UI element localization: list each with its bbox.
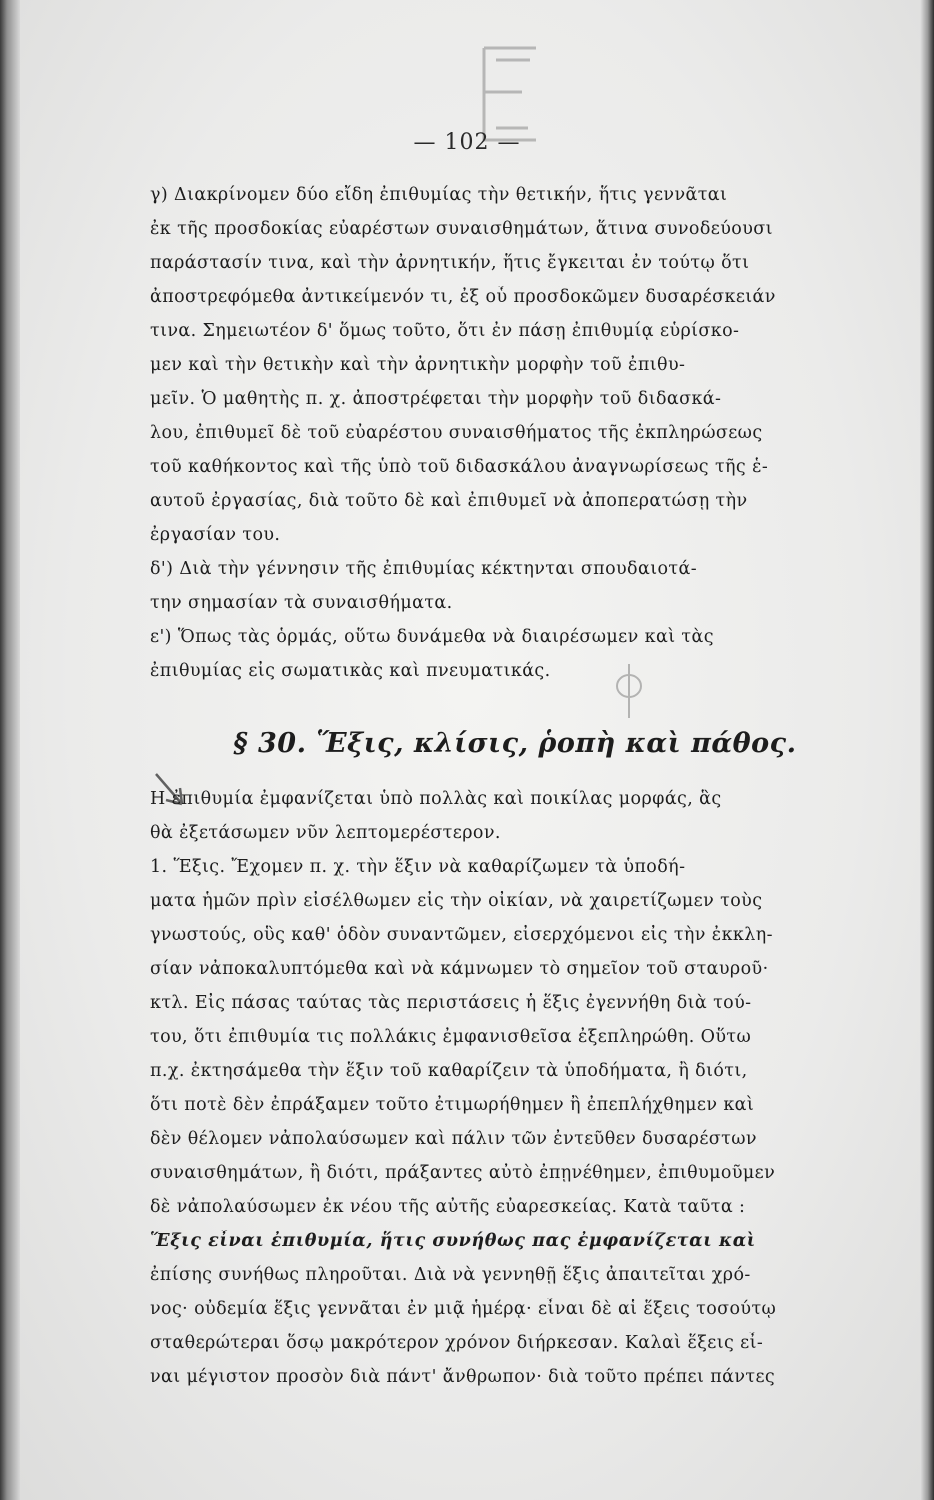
- text-line: ὅτι ποτὲ δὲν ἐπράξαμεν τοῦτο ἐτιμωρήθημεν ἢ ἐπεπλήχθημεν καὶ: [150, 1095, 755, 1115]
- text-line: νος· οὐδεμία ἕξις γεννᾶται ἐν μιᾷ ἡμέρᾳ· εἶναι δὲ αἱ ἕξεις τοσούτῳ: [150, 1299, 777, 1319]
- text-line: τοῦ καθήκοντος καὶ τῆς ὑπὸ τοῦ διδασκάλου ἀναγνωρίσεως τῆς ἑ-: [150, 457, 769, 477]
- text-line: ἐργασίαν του.: [150, 525, 281, 545]
- page-right-edge: [920, 0, 934, 1500]
- text-line: μεῖν. Ὁ μαθητὴς π. χ. ἀποστρέφεται τὴν μορφὴν τοῦ διδασκά-: [150, 389, 722, 409]
- section-heading: § 30. Ἕξις, κλίσις, ῥοπὴ καὶ πάθος.: [233, 728, 797, 759]
- text-line: Η ἐπιθυμία ἐμφανίζεται ὑπὸ πολλὰς καὶ ποικίλας μορφάς, ἃς: [150, 789, 722, 809]
- text-line: τινα. Σημειωτέον δ' ὅμως τοῦτο, ὅτι ἐν πάσῃ ἐπιθυμίᾳ εὑρίσκο-: [150, 321, 740, 341]
- text-line: σταθερώτεραι ὅσῳ μακρότερον χρόνον διήρκεσαν. Καλαὶ ἕξεις εἶ-: [150, 1333, 764, 1353]
- text-line: δὲ νἀπολαύσωμεν ἐκ νέου τῆς αὐτῆς εὐαρεσκείας. Κατὰ ταῦτα :: [150, 1197, 746, 1217]
- text-line: του, ὅτι ἐπιθυμία τις πολλάκις ἐμφανισθεῖσα ἐξεπληρώθη. Οὕτω: [150, 1027, 752, 1047]
- text-line: θὰ ἐξετάσωμεν νῦν λεπτομερέστερον.: [150, 823, 501, 843]
- text-line: λου, ἐπιθυμεῖ δὲ τοῦ εὐαρέστου συναισθήματος τῆς ἐκπληρώσεως: [150, 423, 763, 443]
- text-line: ἐπιθυμίας εἰς σωματικὰς καὶ πνευματικάς.: [150, 661, 551, 681]
- text-line: την σημασίαν τὰ συναισθήματα.: [150, 593, 453, 613]
- text-line: σίαν νἀποκαλυπτόμεθα καὶ νὰ κάμνωμεν τὸ σημεῖον τοῦ σταυροῦ·: [150, 959, 769, 979]
- text-line: αυτοῦ ἐργασίας, διὰ τοῦτο δὲ καὶ ἐπιθυμεῖ νὰ ἀποπερατώσῃ τὴν: [150, 491, 748, 511]
- text-line: ε') Ὅπως τὰς ὁρμάς, οὕτω δυνάμεθα νὰ διαιρέσωμεν καὶ τὰς: [150, 627, 714, 647]
- text-line: συναισθημάτων, ἢ διότι, πράξαντες αὐτὸ ἐπῃνέθημεν, ἐπιθυμοῦμεν: [150, 1163, 776, 1183]
- page-left-edge: [0, 0, 20, 1500]
- text-line: π.χ. ἐκτησάμεθα τὴν ἕξιν τοῦ καθαρίζειν τὰ ὑποδήματα, ἢ διότι,: [150, 1061, 748, 1081]
- text-line: δὲν θέλομεν νἀπολαύσωμεν καὶ πάλιν τῶν ἐντεῦθεν δυσαρέστων: [150, 1129, 757, 1149]
- text-line: γ) Διακρίνομεν δύο εἴδη ἐπιθυμίας τὴν θετικήν, ἥτις γεννᾶται: [150, 185, 728, 205]
- text-line: δ') Διὰ τὴν γέννησιν τῆς ἐπιθυμίας κέκτηνται σπουδαιοτά-: [150, 559, 698, 579]
- text-line: γνωστούς, οὓς καθ' ὁδὸν συναντῶμεν, εἰσερχόμενοι εἰς τὴν ἐκκλη-: [150, 925, 773, 945]
- text-line: ἐπίσης συνήθως πληροῦται. Διὰ νὰ γεννηθῇ ἕξις ἀπαιτεῖται χρό-: [150, 1265, 751, 1285]
- text-line: παράστασίν τινα, καὶ τὴν ἀρνητικήν, ἥτις ἔγκειται ἐν τούτῳ ὅτι: [150, 253, 750, 273]
- text-line: κτλ. Εἰς πάσας ταύτας τὰς περιστάσεις ἡ ἕξις ἐγεννήθη διὰ τού-: [150, 993, 752, 1013]
- text-line: μεν καὶ τὴν θετικὴν καὶ τὴν ἀρνητικὴν μορφὴν τοῦ ἐπιθυ-: [150, 355, 686, 375]
- text-line: ματα ἡμῶν πρὶν εἰσέλθωμεν εἰς τὴν οἰκίαν, νὰ χαιρετίζωμεν τοὺς: [150, 891, 763, 911]
- text-line: ἀποστρεφόμεθα ἀντικείμενόν τι, ἐξ οὗ προσδοκῶμεν δυσαρέσκειάν: [150, 287, 776, 307]
- text-line: 1. Ἕξις. Ἔχομεν π. χ. τὴν ἕξιν νὰ καθαρίζωμεν τὰ ὑποδή-: [150, 857, 686, 877]
- text-line: ναι μέγιστον προσὸν διὰ πάντ' ἄνθρωπον· διὰ τοῦτο πρέπει πάντες: [150, 1367, 776, 1387]
- text-line-bold: Ἕξις εἶναι ἐπιθυμία, ἥτις συνήθως πας ἐμφανίζεται καὶ: [150, 1231, 756, 1251]
- text-line: ἐκ τῆς προσδοκίας εὐαρέστων συναισθημάτων, ἅτινα συνοδεύουσι: [150, 219, 773, 239]
- page-number: — 102 —: [413, 130, 521, 155]
